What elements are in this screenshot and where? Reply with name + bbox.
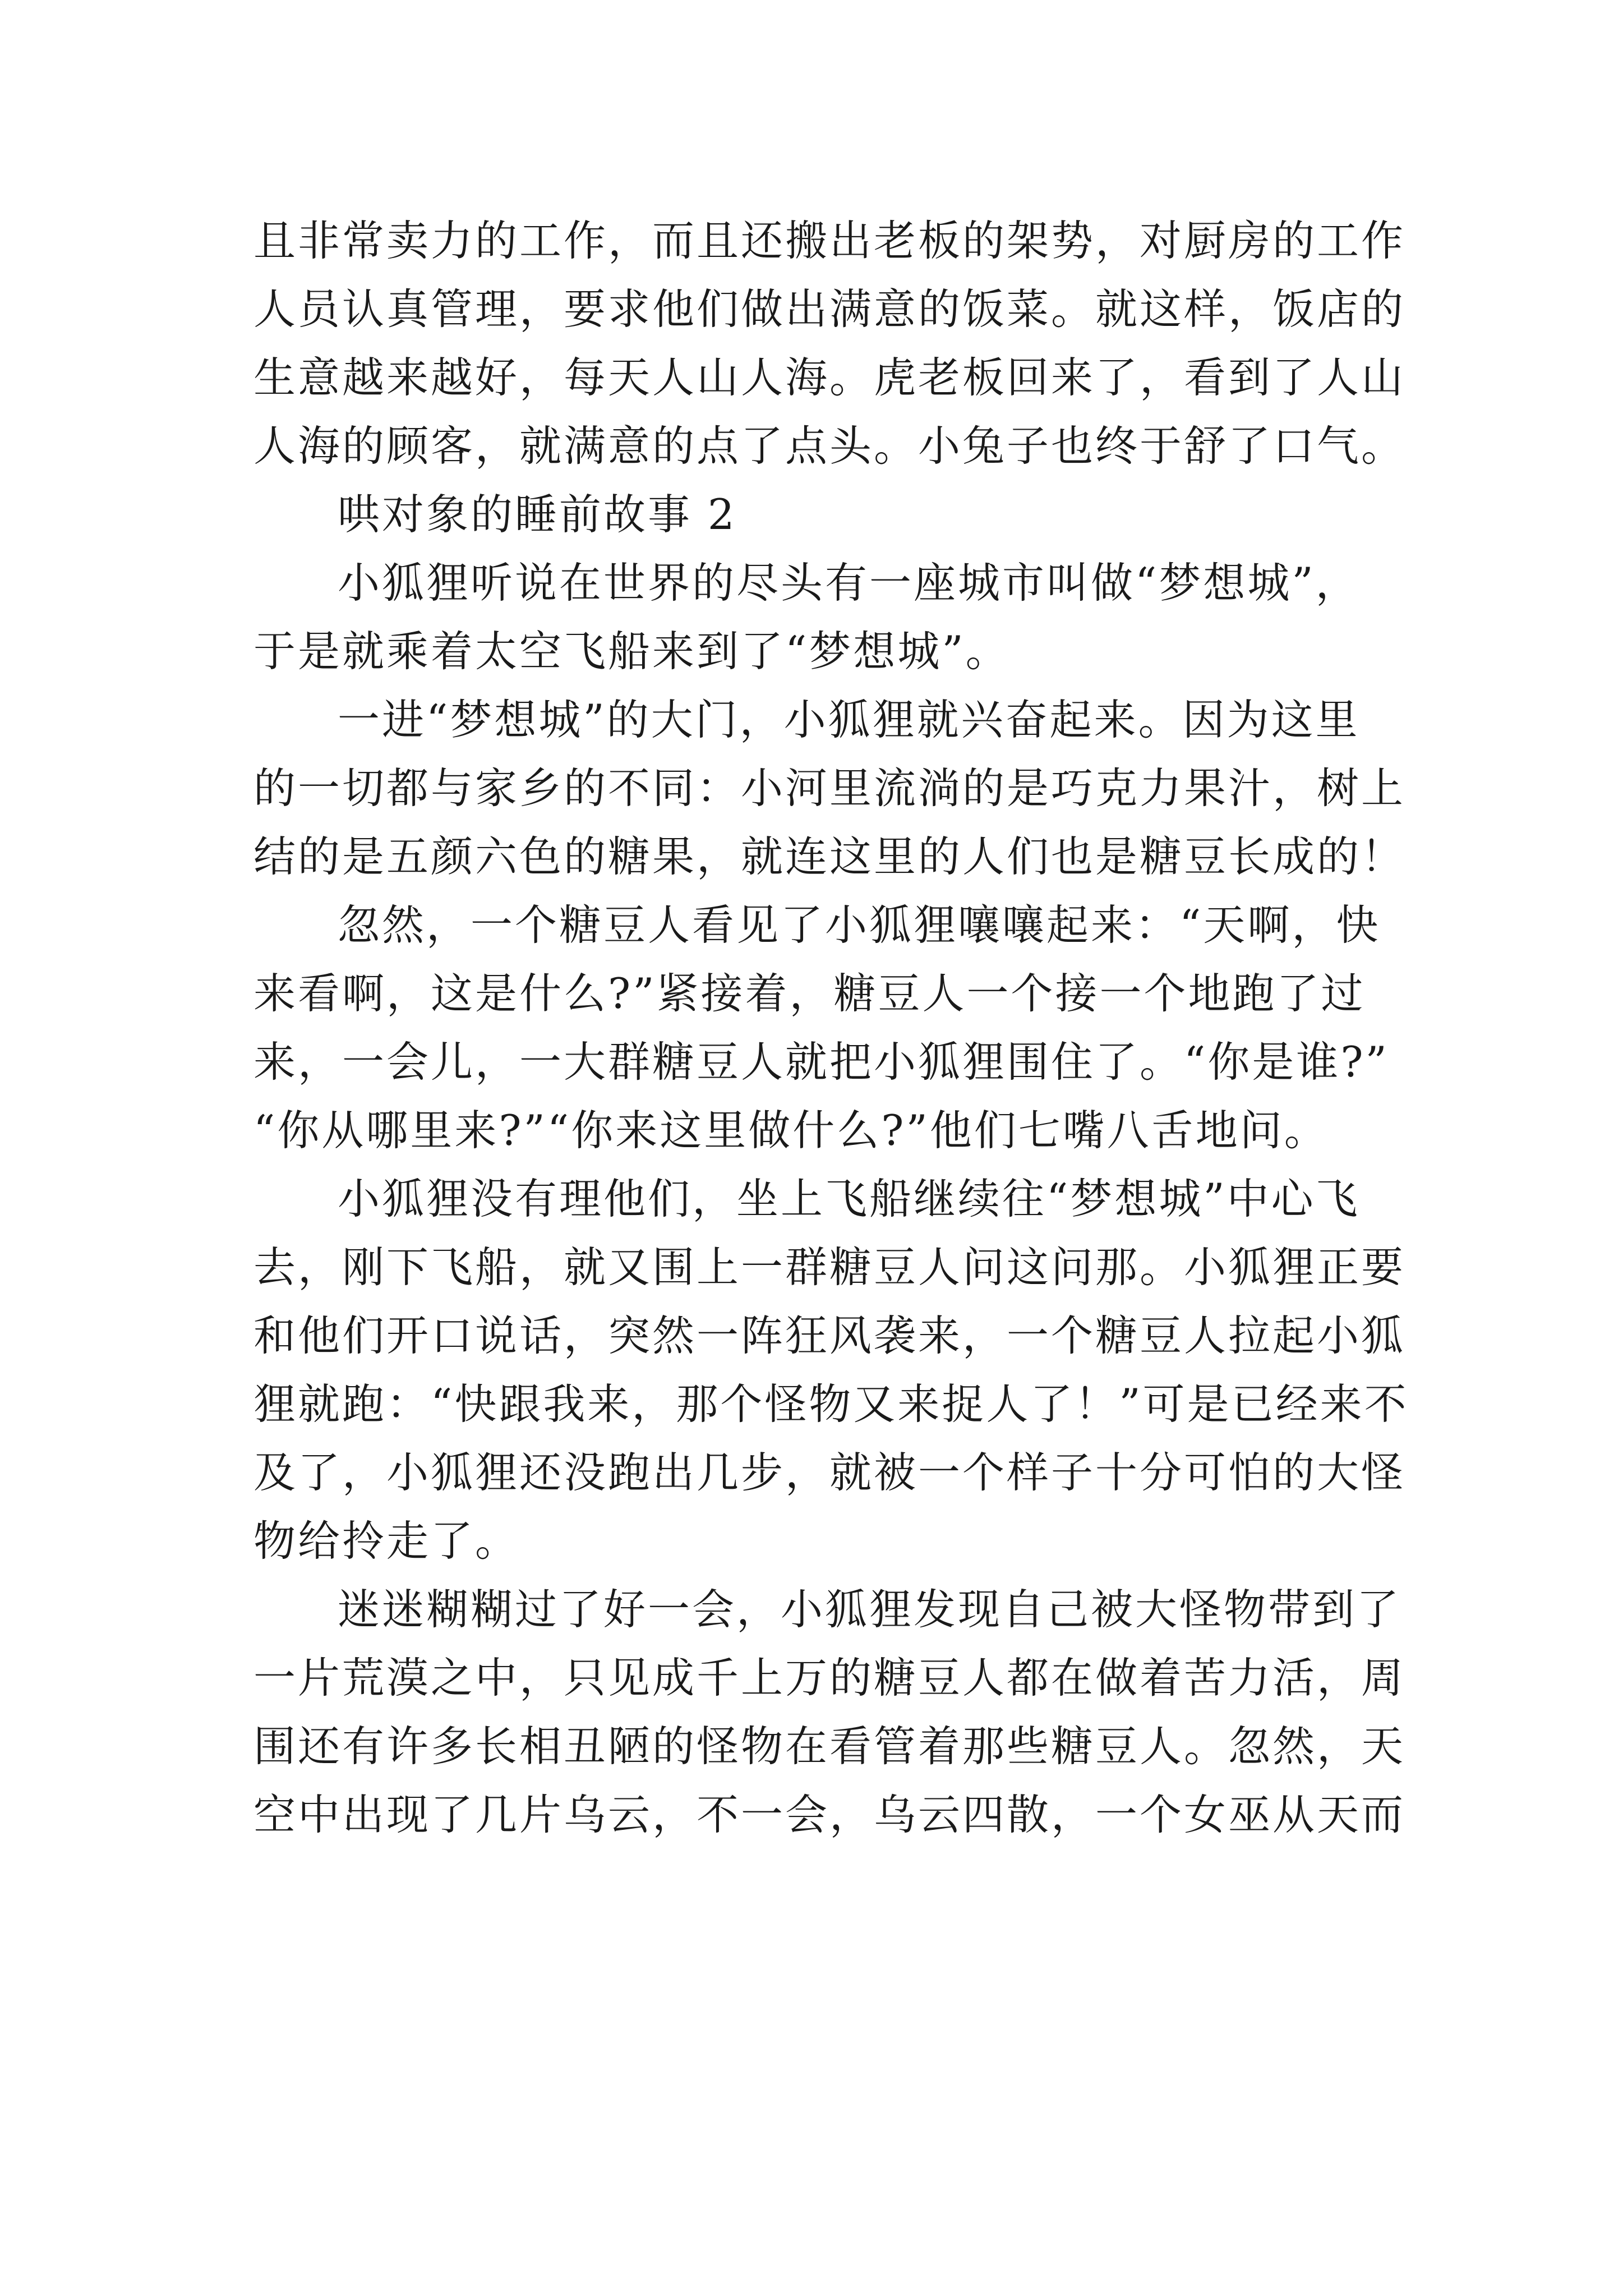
- text-line-2: 人员认真管理，要求他们做出满意的饭菜。就这样，饭店的: [253, 284, 1406, 334]
- text-line-20: 物给拎走了。: [253, 1516, 520, 1566]
- text-line-15: 小狐狸没有理他们，坐上飞船继续往“梦想城”中心飞: [338, 1174, 1360, 1223]
- text-line-19: 及了，小狐狸还没跑出几步，就被一个样子十分可怕的大怪: [253, 1448, 1406, 1497]
- text-line-18: 狸就跑：“快跟我来，那个怪物又来捉人了！”可是已经来不: [253, 1379, 1409, 1429]
- text-line-16: 去，刚下飞船，就又围上一群糖豆人问这问那。小狐狸正要: [253, 1243, 1406, 1292]
- text-line-3: 生意越来越好，每天人山人海。虎老板回来了，看到了人山: [253, 353, 1406, 402]
- text-line-21: 迷迷糊糊过了好一会，小狐狸发现自己被大怪物带到了: [338, 1585, 1401, 1634]
- text-line-1: 且非常卖力的工作，而且还搬出老板的架势，对厨房的工作: [253, 216, 1406, 265]
- text-line-22: 一片荒漠之中，只见成千上万的糖豆人都在做着苦力活，周: [253, 1653, 1406, 1703]
- text-line-4: 人海的顾客，就满意的点了点头。小兔子也终于舒了口气。: [253, 421, 1406, 471]
- text-line-12: 来看啊，这是什么?”紧接着，糖豆人一个接一个地跑了过: [253, 969, 1366, 1018]
- story-text: [253, 206, 1409, 1849]
- section-heading: 哄对象的睡前故事 2: [338, 490, 737, 539]
- text-line-23: 围还有许多长相丑陋的怪物在看管着那些糖豆人。忽然，天: [253, 1722, 1406, 1771]
- text-line-7: 于是就乘着太空飞船来到了“梦想城”。: [253, 627, 1010, 676]
- text-line-24: 空中出现了几片乌云，不一会，乌云四散，一个女巫从天而: [253, 1790, 1406, 1839]
- text-line-10: 结的是五颜六色的糖果，就连这里的人们也是糖豆长成的！: [253, 832, 1406, 881]
- text-line-9: 的一切都与家乡的不同：小河里流淌的是巧克力果汁，树上: [253, 763, 1406, 813]
- text-line-14: “你从哪里来?”“你来这里做什么?”他们七嘴八舌地问。: [253, 1106, 1329, 1155]
- text-line-13: 来，一会儿，一大群糖豆人就把小狐狸围住了。“你是谁?”: [253, 1037, 1389, 1087]
- text-line-11: 忽然，一个糖豆人看见了小狐狸嚷嚷起来：“天啊，快: [338, 900, 1381, 950]
- text-line-17: 和他们开口说话，突然一阵狂风袭来，一个糖豆人拉起小狐: [253, 1311, 1406, 1360]
- text-line-8: 一进“梦想城”的大门，小狐狸就兴奋起来。因为这里: [338, 695, 1360, 744]
- text-line-6: 小狐狸听说在世界的尽头有一座城市叫做“梦想城”，: [338, 558, 1360, 608]
